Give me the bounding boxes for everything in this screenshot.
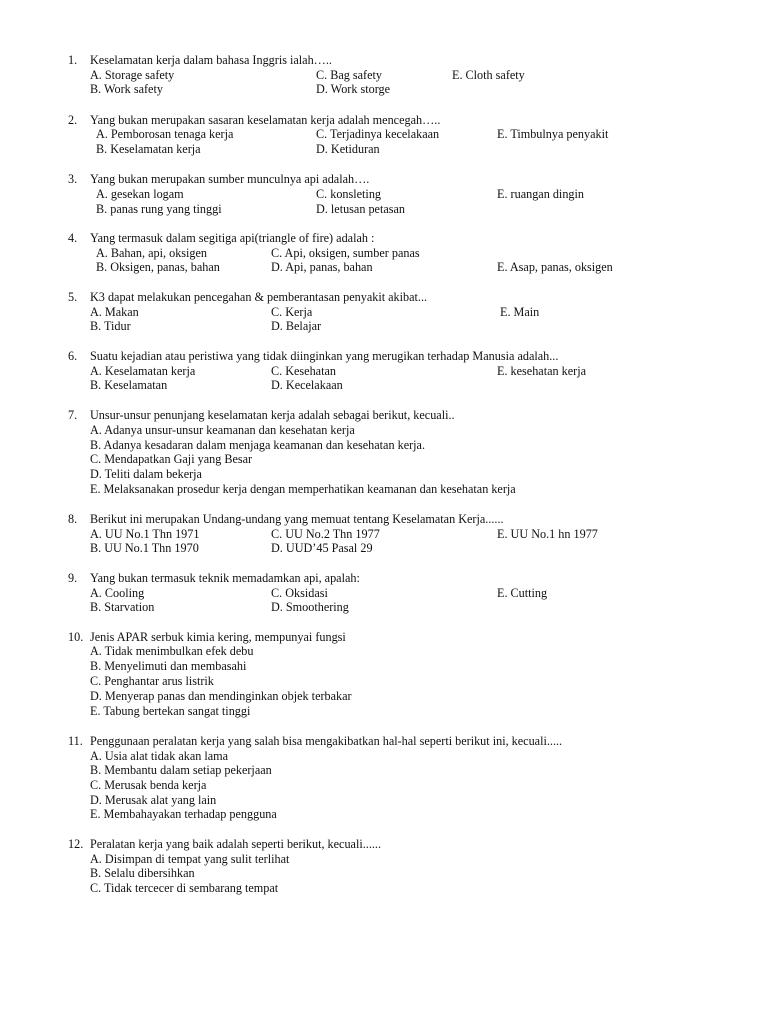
option: A. Pemborosan tenaga kerja [96,127,234,141]
question-number: 7. [68,408,78,422]
option: B. Keselamatan [90,378,168,392]
option: C. konsleting [316,187,382,201]
question-text: Keselamatan kerja dalam bahasa Inggris ialah….. [90,53,332,67]
option: D. letusan petasan [316,202,406,216]
option: D. Kecelakaan [271,378,343,392]
option: D. Teliti dalam bekerja [90,467,202,481]
option: D. Api, panas, bahan [271,260,373,274]
option: C. Mendapatkan Gaji yang Besar [90,452,253,466]
option: B. UU No.1 Thn 1970 [90,541,199,555]
question-text: Yang bukan merupakan sumber munculnya api adalah…. [90,172,370,186]
option: B. Tidur [90,319,131,333]
question-number: 4. [68,231,78,245]
option: B. Adanya kesadaran dalam menjaga keamanan dan kesehatan kerja. [90,438,426,452]
question-number: 8. [68,512,78,526]
question-number: 10. [68,630,84,644]
option: A. Storage safety [90,68,175,82]
option: B. Oksigen, panas, bahan [96,260,220,274]
option: A. Cooling [90,586,145,600]
question-number: 5. [68,290,78,304]
option: A. Adanya unsur-unsur keamanan dan kesehatan kerja [90,423,355,437]
question-text: Unsur-unsur penunjang keselamatan kerja adalah sebagai berikut, kecuali.. [90,408,455,422]
option: C. Oksidasi [271,586,328,600]
option: D. Smoothering [271,600,349,614]
option: A. Makan [90,305,139,319]
question-number: 2. [68,113,78,127]
option: A. Bahan, api, oksigen [96,246,208,260]
option: B. Starvation [90,600,155,614]
question-text: K3 dapat melakukan pencegahan & pemberantasan penyakit akibat... [90,290,428,304]
option: B. Membantu dalam setiap pekerjaan [90,763,272,777]
option: B. Selalu dibersihkan [90,866,195,880]
question-number: 12. [68,837,84,851]
option: C. Tidak tercecer di sembarang tempat [90,881,279,895]
option: D. UUD’45 Pasal 29 [271,541,373,555]
option: C. Kesehatan [271,364,336,378]
option: B. panas rung yang tinggi [96,202,222,216]
option: A. UU No.1 Thn 1971 [90,527,200,541]
option: B. Menyelimuti dan membasahi [90,659,247,673]
option: E. Tabung bertekan sangat tinggi [90,704,251,718]
option: C. Merusak benda kerja [90,778,207,792]
option: E. kesehatan kerja [497,364,586,378]
option: C. UU No.2 Thn 1977 [271,527,380,541]
option: E. Melaksanakan prosedur kerja dengan memperhatikan keamanan dan kesehatan kerja [90,482,516,496]
option: C. Penghantar arus listrik [90,674,214,688]
option: D. Merusak alat yang lain [90,793,217,807]
question-number: 9. [68,571,78,585]
question-text: Penggunaan peralatan kerja yang salah bisa mengakibatkan hal-hal seperti berikut ini, kecuali..... [90,734,563,748]
option: A. Usia alat tidak akan lama [90,749,229,763]
question-text: Suatu kejadian atau peristiwa yang tidak diinginkan yang merugikan terhadap Manusia adalah... [90,349,559,363]
option: B. Keselamatan kerja [96,142,201,156]
option: A. Keselamatan kerja [90,364,196,378]
question-text: Berikut ini merupakan Undang-undang yang memuat tentang Keselamatan Kerja...... [90,512,504,526]
option: D. Belajar [271,319,322,333]
option: D. Ketiduran [316,142,380,156]
question-text: Yang bukan merupakan sasaran keselamatan kerja adalah mencegah….. [90,113,441,127]
question-number: 11. [68,734,83,748]
question-number: 3. [68,172,78,186]
question-number: 6. [68,349,78,363]
option: E. Cutting [497,586,548,600]
question-number: 1. [68,53,78,67]
option: E. UU No.1 hn 1977 [497,527,598,541]
option: C. Api, oksigen, sumber panas [271,246,420,260]
option: C. Bag safety [316,68,383,82]
option: D. Work storge [316,82,391,96]
option: C. Kerja [271,305,313,319]
option: E. Cloth safety [452,68,525,82]
option: A. gesekan logam [96,187,184,201]
option: C. Terjadinya kecelakaan [316,127,440,141]
question-text: Peralatan kerja yang baik adalah seperti berikut, kecuali...... [90,837,382,851]
option: A. Tidak menimbulkan efek debu [90,644,254,658]
option: A. Disimpan di tempat yang sulit terlihat [90,852,290,866]
option: D. Menyerap panas dan mendinginkan objek terbakar [90,689,352,703]
option: E. ruangan dingin [497,187,584,201]
question-text: Yang bukan termasuk teknik memadamkan api, apalah: [90,571,360,585]
question-text: Yang termasuk dalam segitiga api(triangle of fire) adalah : [90,231,375,245]
option: E. Timbulnya penyakit [497,127,609,141]
question-text: Jenis APAR serbuk kimia kering, mempunyai fungsi [90,630,346,644]
option: E. Main [500,305,540,319]
option: E. Membahayakan terhadap pengguna [90,807,277,821]
option: E. Asap, panas, oksigen [497,260,613,274]
option: B. Work safety [90,82,163,96]
